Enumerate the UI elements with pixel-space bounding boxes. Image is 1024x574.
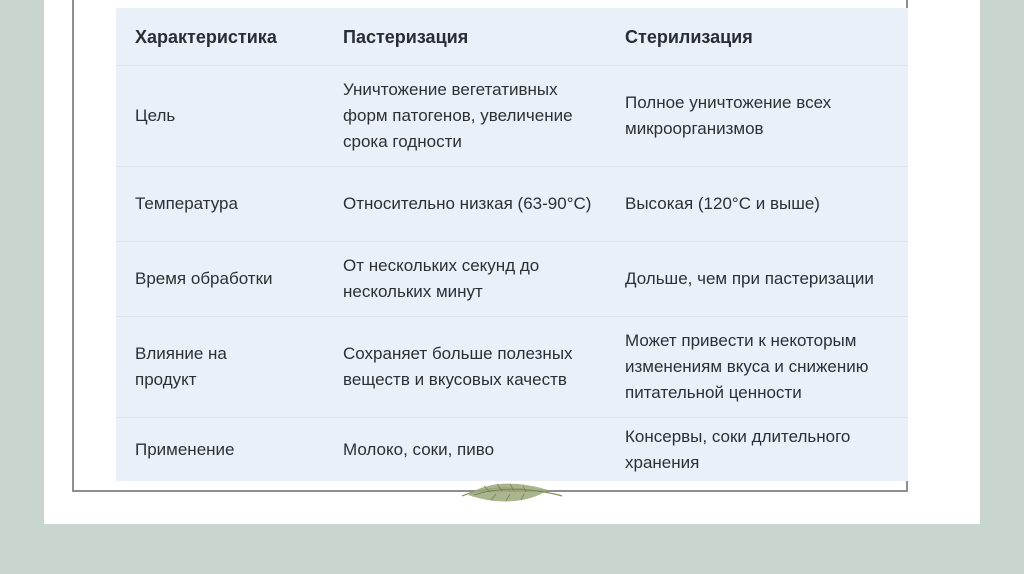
table-row — [116, 316, 908, 417]
header-characteristic: Характеристика — [135, 26, 277, 47]
comparison-table — [116, 8, 908, 481]
row-label: Применение — [135, 439, 235, 459]
header-sterilization: Стерилизация — [625, 26, 753, 47]
row-label: Влияние на продукт — [135, 344, 227, 389]
row-label: Время обработки — [135, 269, 273, 288]
sterilization-cell: Дольше, чем при пастеризации — [625, 269, 874, 288]
pasteurization-cell: Сохраняет больше полезных веществ и вкусовых качеств — [343, 344, 573, 389]
leaf-sprig-icon — [460, 480, 564, 510]
table-row — [116, 241, 908, 316]
pasteurization-cell: Молоко, соки, пиво — [343, 439, 495, 459]
table-row — [116, 65, 908, 166]
row-label: Цель — [135, 106, 176, 125]
pasteurization-cell: Уничтожение вегетативных форм патогенов, увеличение срока годности — [343, 80, 573, 151]
pasteurization-cell: Относительно низкая (63-90°C) — [343, 194, 592, 213]
pasteurization-cell: От нескольких секунд до нескольких минут — [343, 256, 540, 301]
sterilization-cell: Высокая (120°C и выше) — [625, 194, 820, 213]
table-row — [116, 417, 908, 481]
table-row — [116, 166, 908, 241]
sterilization-cell: Консервы, соки длительного хранения — [625, 426, 851, 472]
row-label: Температура — [135, 194, 238, 213]
header-pasteurization: Пастеризация — [343, 26, 469, 47]
sterilization-cell: Полное уничтожение всех микроорганизмов — [625, 93, 832, 138]
sterilization-cell: Может привести к некоторым изменениям вкуса и снижению питательной ценности — [625, 331, 869, 402]
table-header-row — [116, 8, 908, 65]
